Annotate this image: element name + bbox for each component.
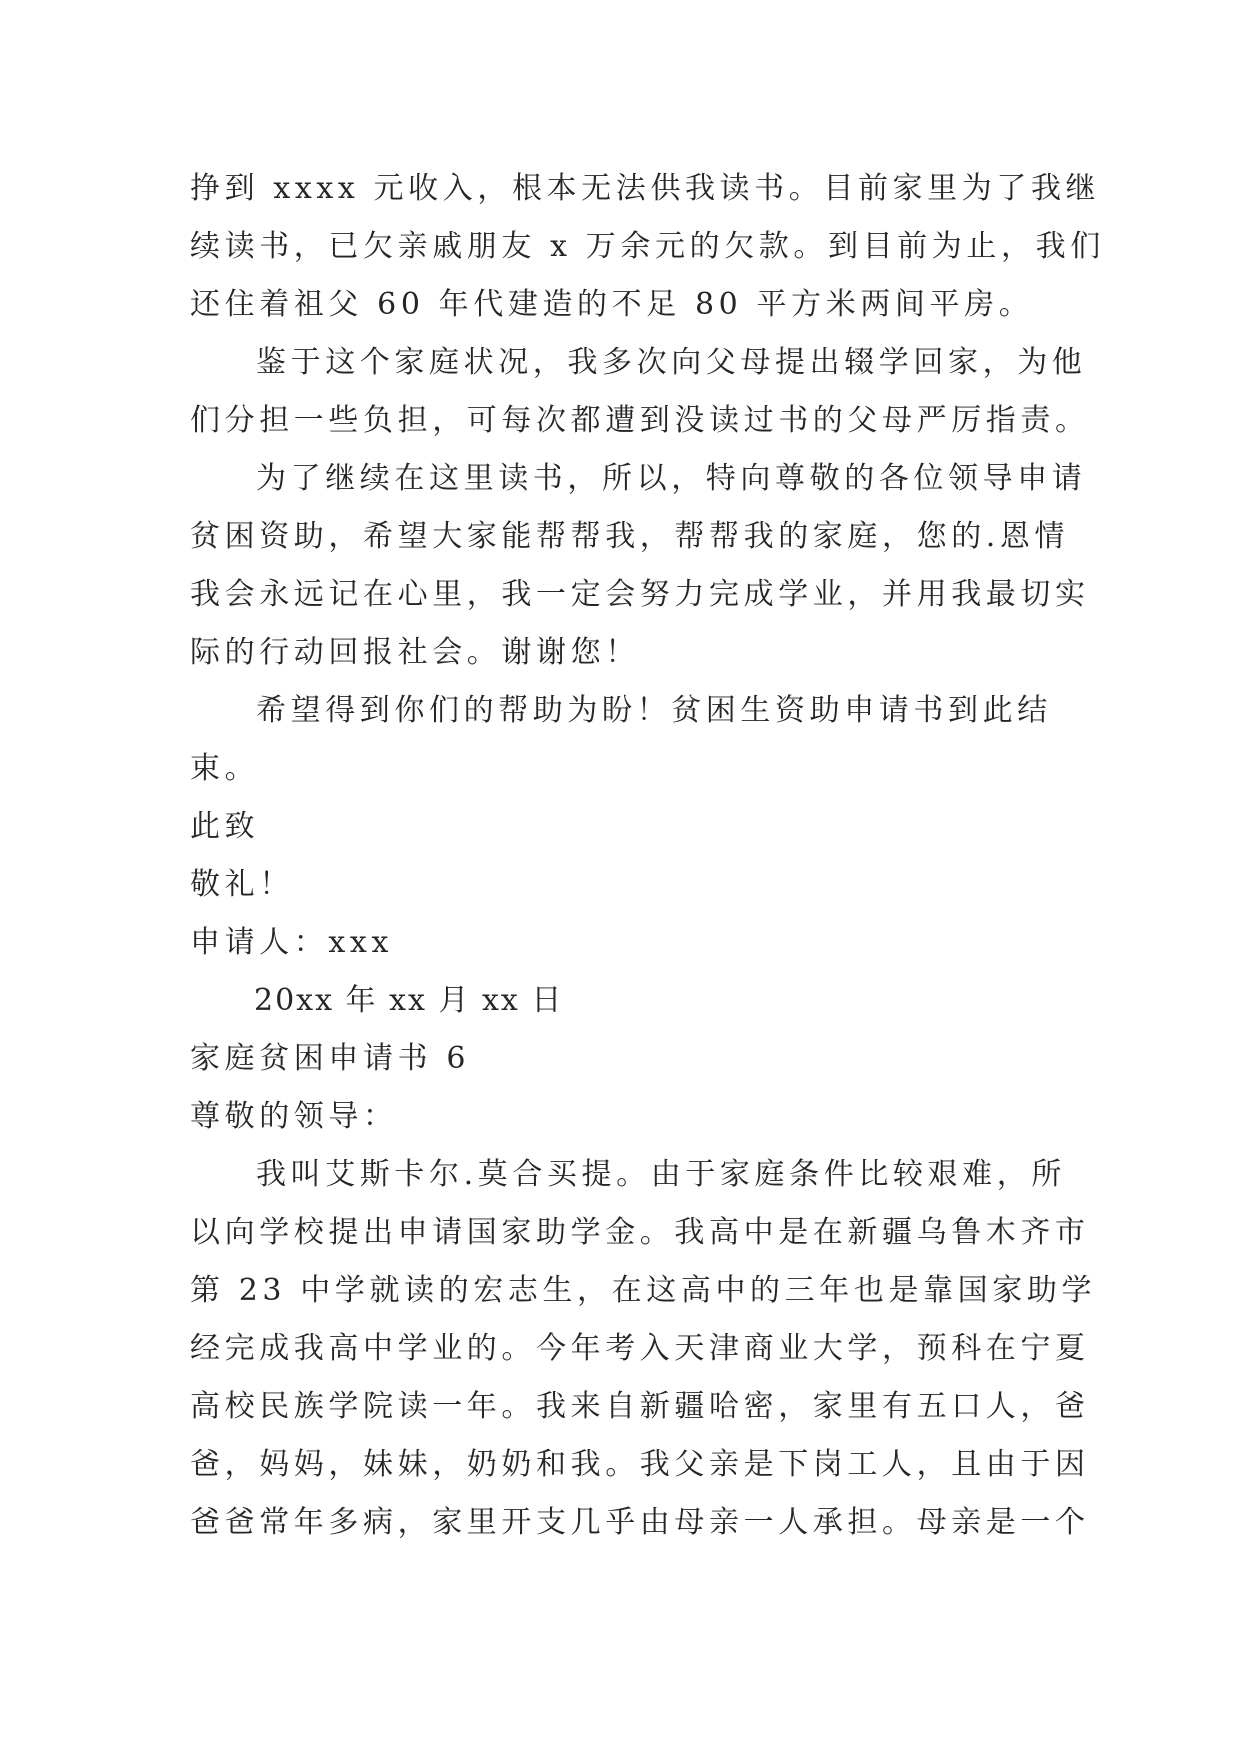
date-line: 20xx 年 xx 月 xx 日 bbox=[254, 983, 564, 1018]
closing-regards: 敬礼！ bbox=[190, 867, 294, 902]
text-line: 际的行动回报社会。谢谢您！ bbox=[190, 635, 640, 670]
paragraph-start: 鉴于这个家庭状况，我多次向父母提出辍学回家，为他 bbox=[256, 345, 1087, 380]
text-line: 束。 bbox=[190, 751, 260, 786]
text-line: 经完成我高中学业的。今年考入天津商业大学，预科在宁夏 bbox=[190, 1331, 1090, 1366]
text-line: 贫困资助，希望大家能帮帮我，帮帮我的家庭，您的.恩情 bbox=[190, 519, 1070, 554]
applicant-line: 申请人：xxx bbox=[190, 925, 393, 960]
section-title: 家庭贫困申请书 6 bbox=[190, 1041, 471, 1076]
text-line: 续读书，已欠亲戚朋友 x 万余元的欠款。到目前为止，我们 bbox=[190, 229, 1105, 264]
text-line: 们分担一些负担，可每次都遭到没读过书的父母严厉指责。 bbox=[190, 403, 1090, 438]
paragraph-start: 为了继续在这里读书，所以，特向尊敬的各位领导申请 bbox=[256, 461, 1087, 496]
text-line: 爸爸常年多病，家里开支几乎由母亲一人承担。母亲是一个 bbox=[190, 1505, 1090, 1540]
text-line: 高校民族学院读一年。我来自新疆哈密，家里有五口人，爸 bbox=[190, 1389, 1090, 1424]
text-line: 还住着祖父 60 年代建造的不足 80 平方米两间平房。 bbox=[190, 287, 1034, 322]
paragraph-start: 希望得到你们的帮助为盼！贫困生资助申请书到此结 bbox=[256, 693, 1052, 728]
text-line: 以向学校提出申请国家助学金。我高中是在新疆乌鲁木齐市 bbox=[190, 1215, 1090, 1250]
greeting-line: 尊敬的领导： bbox=[190, 1099, 398, 1134]
text-line: 爸，妈妈，妹妹，奶奶和我。我父亲是下岗工人，且由于因 bbox=[190, 1447, 1090, 1482]
text-line: 第 23 中学就读的宏志生，在这高中的三年也是靠国家助学 bbox=[190, 1273, 1097, 1308]
paragraph-start: 我叫艾斯卡尔.莫合买提。由于家庭条件比较艰难，所 bbox=[256, 1157, 1066, 1192]
closing-salutation: 此致 bbox=[190, 809, 260, 844]
text-line: 挣到 xxxx 元收入，根本无法供我读书。目前家里为了我继 bbox=[190, 171, 1101, 206]
text-line: 我会永远记在心里，我一定会努力完成学业，并用我最切实 bbox=[190, 577, 1090, 612]
